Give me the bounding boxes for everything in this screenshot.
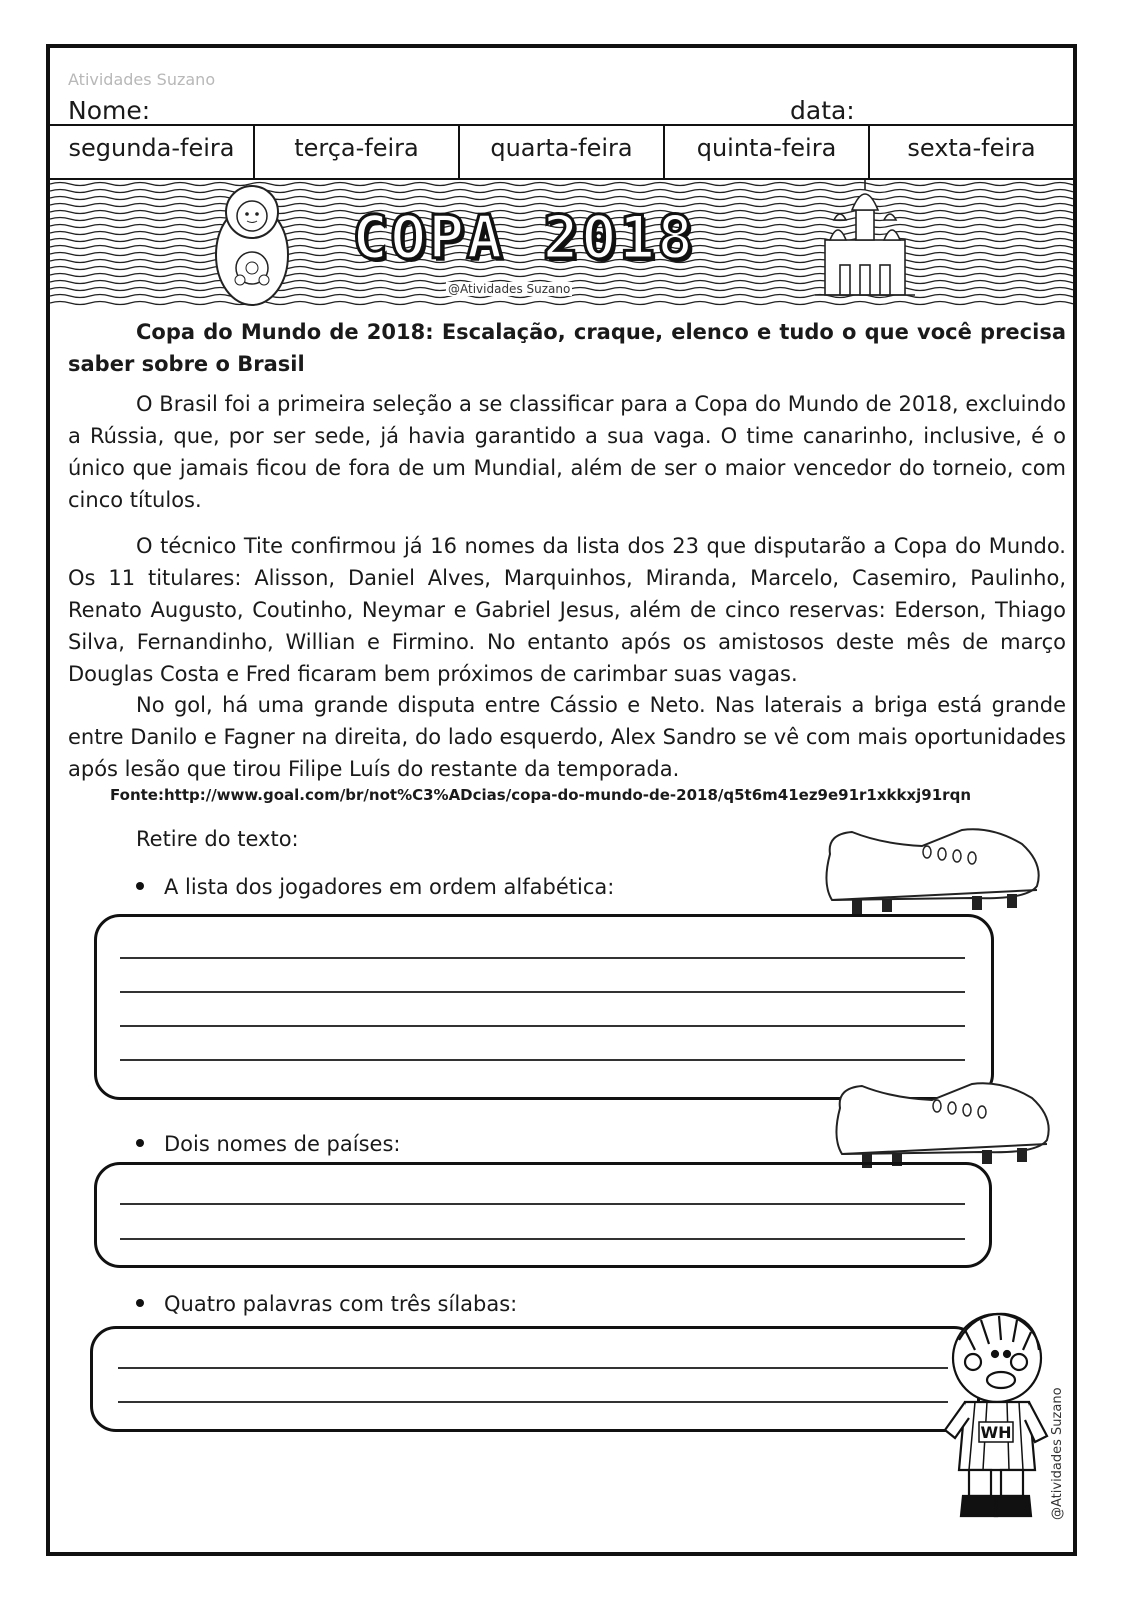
banner-title: COPA 2018: [352, 203, 696, 273]
answer-line[interactable]: [118, 1367, 948, 1369]
answer-box-1[interactable]: [94, 914, 994, 1100]
article-paragraph-2: O técnico Tite confirmou já 16 nomes da lista dos 23 que disputarão a Copa do Mundo. Os 11 titulares: Alisson, Daniel Alves, Marquinhos, Miranda, Marcelo, Casemiro, Paulinho, Renato Augusto, Coutinho, Neymar e Gabriel Jesus, além de cinco reservas: Ederson, Thiago Silva, Fernandinho, Willian e Firmino. No entanto após os amistosos deste mês de março Douglas Costa e Fred ficaram bem próximos de carimbar suas vagas.: [68, 534, 1066, 686]
article-heading: Copa do Mundo de 2018: Escalação, craque, elenco e tudo o que você precisa saber sobre o Brasil: [68, 320, 1066, 376]
article-source: Fonte:http://www.goal.com/br/not%C3%ADcias/copa-do-mundo-de-2018/q5t6m41ez9e91r1xkkxj91rqn: [110, 786, 971, 804]
question-2-text: Dois nomes de países:: [164, 1132, 401, 1156]
weekday-cell: quarta-feira: [460, 126, 665, 178]
answer-box-2[interactable]: [94, 1162, 992, 1268]
bullet-icon: [136, 882, 144, 890]
cathedral-icon: [815, 180, 915, 295]
wave-line: [50, 302, 1073, 305]
mascot-shirt-text: WH: [980, 1423, 1012, 1442]
answer-line[interactable]: [120, 1238, 965, 1240]
banner-credit: @Atividades Suzano: [448, 282, 571, 296]
soccer-cleat-icon: [822, 824, 1047, 919]
article-paragraph-1: O Brasil foi a primeira seleção a se classificar para a Copa do Mundo de 2018, excluindo a Rússia, que, por ser sede, já havia garantido a sua vaga. O time canarinho, inclusive, é o único que jamais ficou de fora de um Mundial, além de ser o maior vencedor do torneio, com cinco títulos.: [68, 392, 1066, 512]
matryoshka-doll-icon: [216, 186, 288, 305]
question-1: [136, 875, 614, 899]
wave-line: [50, 274, 1073, 277]
exercise-instruction: Retire do texto:: [136, 827, 299, 851]
side-credit: @Atividades Suzano: [1050, 1387, 1065, 1520]
soccer-cleat-icon: [832, 1078, 1057, 1173]
weekday-cell: terça-feira: [255, 126, 460, 178]
answer-line[interactable]: [120, 1025, 965, 1027]
article-paragraph-3: No gol, há uma grande disputa entre Cássio e Neto. Nas laterais a briga está grande entre Danilo e Fagner na direita, do lado esquerdo, Alex Sandro se vê com mais oportunidades após lesão que tirou Filipe Luís do restante da temporada.: [68, 693, 1066, 781]
question-2: [136, 1132, 400, 1156]
weekday-cell: sexta-feira: [907, 134, 1036, 162]
answer-line[interactable]: [120, 1203, 965, 1205]
question-1-text: A lista dos jogadores em ordem alfabética:: [164, 875, 615, 899]
bullet-icon: [136, 1139, 144, 1147]
referee-boy-icon: [935, 1310, 1055, 1525]
question-3-text: Quatro palavras com três sílabas:: [164, 1292, 518, 1316]
answer-box-3[interactable]: [90, 1326, 980, 1432]
answer-line[interactable]: [120, 1059, 965, 1061]
weekday-cell: quinta-feira: [665, 126, 870, 178]
name-label: Nome:: [68, 96, 151, 125]
answer-line[interactable]: [120, 991, 965, 993]
wave-line: [50, 183, 1073, 186]
weekday-row: [50, 124, 1073, 180]
question-3: [136, 1292, 517, 1316]
wave-line: [50, 197, 1073, 200]
date-label: data:: [790, 96, 855, 125]
weekday-cell: segunda-feira: [50, 126, 255, 178]
wave-line: [50, 190, 1073, 193]
bullet-icon: [136, 1299, 144, 1307]
answer-line[interactable]: [118, 1401, 948, 1403]
answer-line[interactable]: [120, 957, 965, 959]
watermark: Atividades Suzano: [68, 70, 216, 89]
